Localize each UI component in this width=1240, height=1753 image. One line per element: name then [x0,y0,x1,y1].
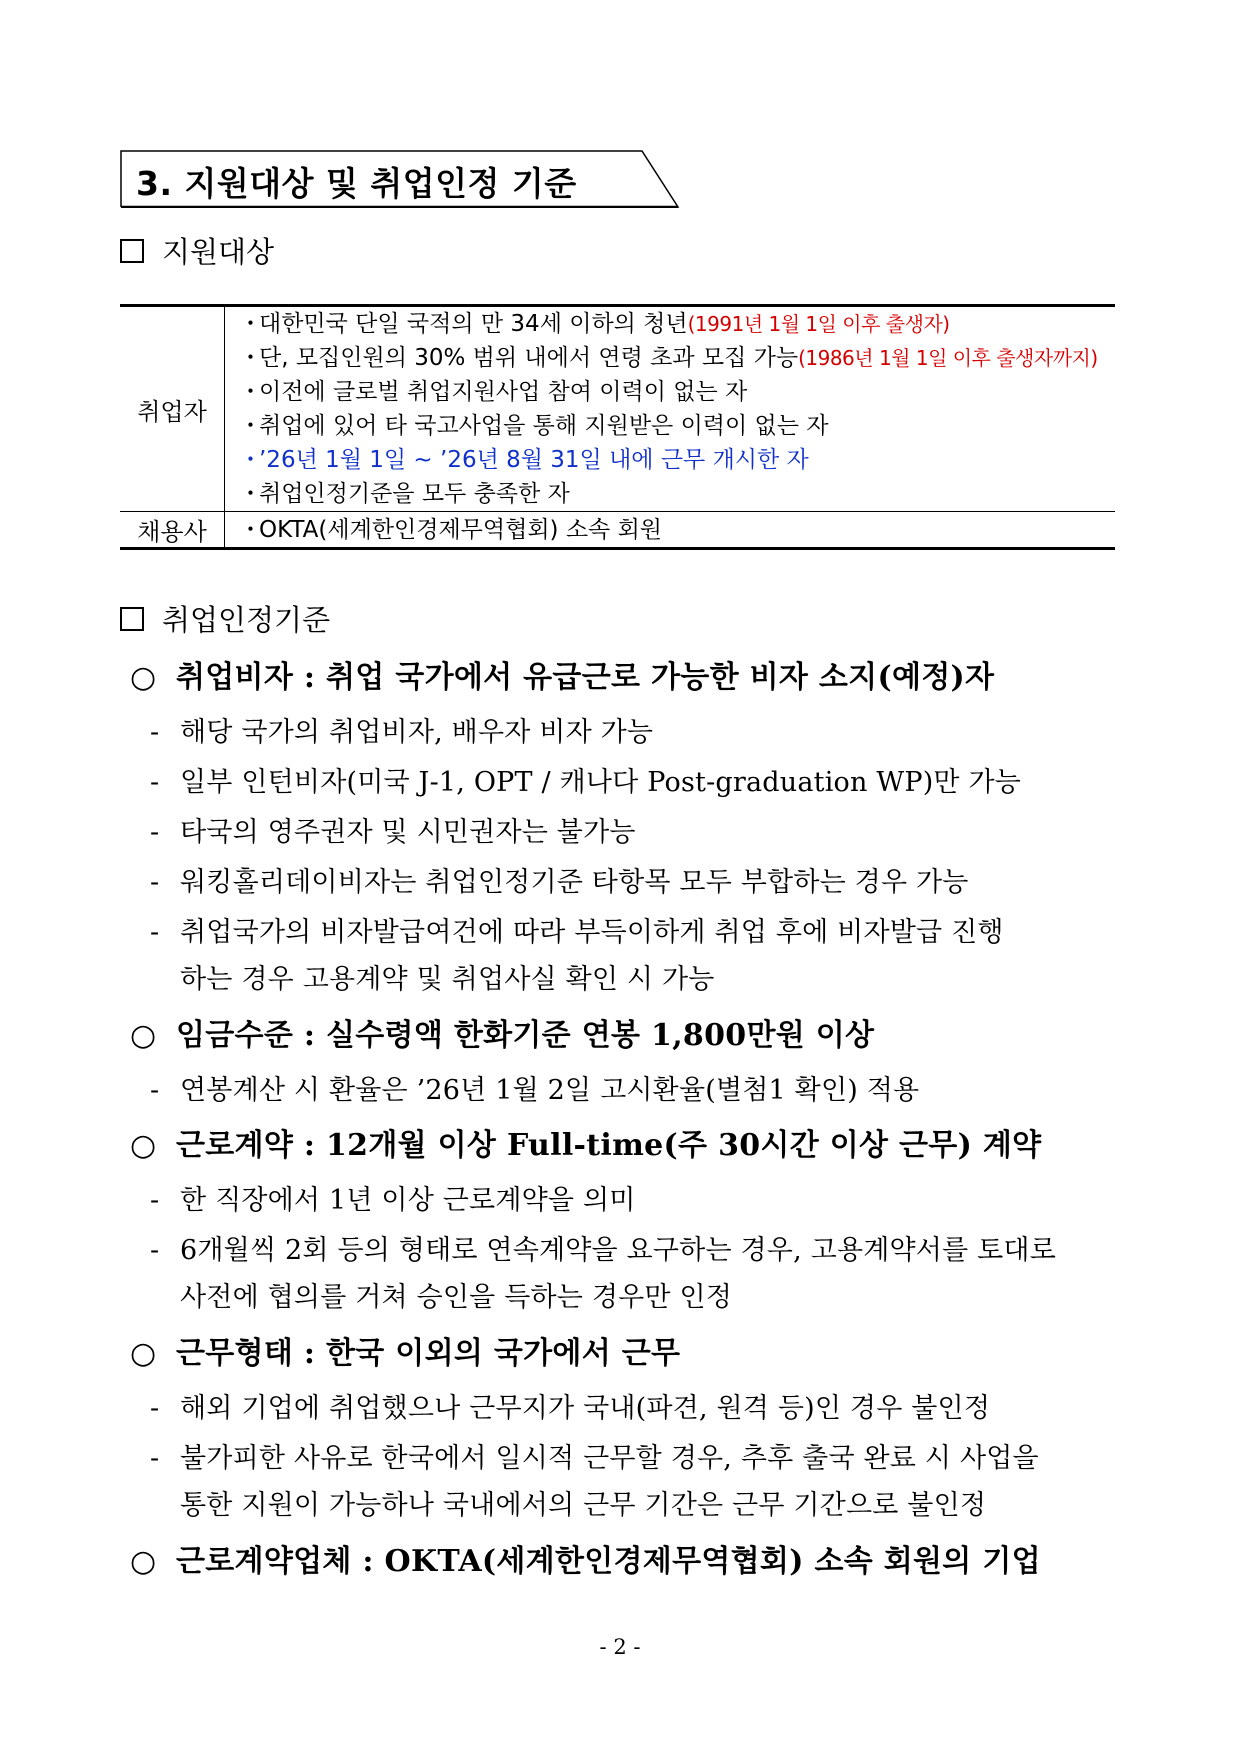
bullet: ・ [239,345,262,371]
criteria-heading [120,598,330,639]
criteria-title [130,652,994,696]
criteria-title-text: 취업비자 : 취업 국가에서 유급근로 가능한 비자 소지(예정)자 [176,660,995,695]
item-text: 이전에 글로벌 취업지원사업 참여 이력이 없는 자 [259,379,748,405]
bullet: ・ [239,516,262,543]
target-heading [120,230,274,271]
list-item [239,375,1115,409]
criteria-title [130,1120,1041,1164]
circle-marker: ○ [130,1128,157,1163]
eligibility-table [120,304,1115,550]
criteria-item [150,710,653,749]
list-item [239,341,1115,375]
dash: - [150,767,160,798]
item-text: 대한민국 단일 국적의 만 34세 이하의 청년 [259,311,688,337]
target-heading-text: 지원대상 [162,235,275,269]
criteria-item [150,1436,1039,1475]
criteria-title-text: 근로계약 : 12개월 이상 Full-time(주 30시간 이상 근무) 계약 [176,1128,1042,1163]
dash: - [150,1443,160,1474]
criteria-item-text: 연봉계산 시 환율은 ’26년 1월 2일 고시환율(별첨1 확인) 적용 [180,1075,920,1106]
criteria-item-continuation: 사전에 협의를 거쳐 승인을 득하는 경우만 인정 [180,1282,733,1313]
criteria-item-continuation: 하는 경우 고용계약 및 취업사실 확인 시 가능 [180,964,715,995]
criteria-title [130,1328,680,1372]
criteria-item [150,1178,636,1217]
dash: - [150,867,160,898]
dash: - [150,1185,160,1216]
dash: - [150,1393,160,1424]
bullet: ・ [239,379,262,405]
criteria-item-text: 해외 기업에 취업했으나 근무지가 국내(파견, 원격 등)인 경우 불인정 [180,1393,991,1424]
category-cell: 채용사 [120,512,225,549]
criteria-item [150,860,969,899]
dash: - [150,1075,160,1106]
bullet: ・ [239,481,262,507]
criteria-item [150,1068,919,1107]
criteria-item-text: 취업국가의 비자발급여건에 따라 부득이하게 취업 후에 비자발급 진행 [180,917,1004,948]
circle-marker: ○ [130,660,157,695]
list-item [239,513,1115,547]
dash: - [150,1235,160,1266]
criteria-item-text: 불가피한 사유로 한국에서 일시적 근무할 경우, 추후 출국 완료 시 사업을 [180,1443,1039,1474]
bullet: ・ [239,447,262,473]
criteria-item-text: 해당 국가의 취업비자, 배우자 비자 가능 [180,717,654,748]
item-note: (1986년 1월 1일 이후 출생자까지) [798,346,1098,370]
criteria-item-text: 6개월씩 2회 등의 형태로 연속계약을 요구하는 경우, 고용계약서를 토대로 [180,1235,1056,1266]
circle-marker: ○ [130,1018,157,1053]
list-item [239,307,1115,341]
criteria-item [150,760,1021,799]
circle-marker: ○ [130,1336,157,1371]
criteria-item [150,810,636,849]
criteria-title [130,1010,874,1054]
section-header [120,150,680,208]
dash: - [150,917,160,948]
bullet: ・ [239,311,262,337]
item-text: 취업인정기준을 모두 충족한 자 [259,481,570,507]
table-row [120,306,1115,512]
items-cell [225,512,1116,549]
page-number: - 2 - [599,1635,641,1659]
list-item [239,443,1115,477]
criteria-item-continuation: 통한 지원이 가능하나 국내에서의 근무 기간은 근무 기간으로 불인정 [180,1490,987,1521]
circle-marker: ○ [130,1544,157,1579]
criteria-item-text: 타국의 영주권자 및 시민권자는 불가능 [180,817,636,848]
item-text: 단, 모집인원의 30% 범위 내에서 연령 초과 모집 가능 [259,345,799,371]
item-note: (1991년 1월 1일 이후 출생자) [687,312,950,336]
category-cell: 취업자 [120,306,225,512]
section-title: 3. 지원대상 및 취업인정 기준 [136,164,577,203]
dash: - [150,817,160,848]
criteria-title-text: 근로계약업체 : OKTA(세계한인경제무역협회) 소속 회원의 기업 [176,1544,1041,1579]
item-text: 취업에 있어 타 국고사업을 통해 지원받은 이력이 없는 자 [259,413,829,439]
dash: - [150,717,160,748]
criteria-title-text: 임금수준 : 실수령액 한화기준 연봉 1,800만원 이상 [176,1018,875,1053]
items-cell [225,306,1116,512]
criteria-title-text: 근무형태 : 한국 이외의 국가에서 근무 [176,1336,681,1371]
criteria-item [150,910,1004,949]
checkbox-icon [120,607,144,631]
criteria-item-text: 일부 인턴비자(미국 J-1, OPT / 캐나다 Post-graduation WP)만 가능 [180,767,1022,798]
item-text: ’26년 1월 1일 ~ ’26년 8월 31일 내에 근무 개시한 자 [259,447,809,473]
criteria-item-text: 한 직장에서 1년 이상 근로계약을 의미 [180,1185,636,1216]
criteria-item-text: 워킹홀리데이비자는 취업인정기준 타항목 모두 부합하는 경우 가능 [180,867,969,898]
item-text: OKTA(세계한인경제무역협회) 소속 회원 [259,516,663,543]
criteria-item [150,1228,1056,1267]
table-row [120,512,1115,549]
checkbox-icon [120,239,144,263]
criteria-heading-text: 취업인정기준 [162,603,331,637]
criteria-title [130,1536,1041,1580]
list-item [239,409,1115,443]
criteria-item [150,1386,990,1425]
list-item [239,477,1115,511]
bullet: ・ [239,413,262,439]
